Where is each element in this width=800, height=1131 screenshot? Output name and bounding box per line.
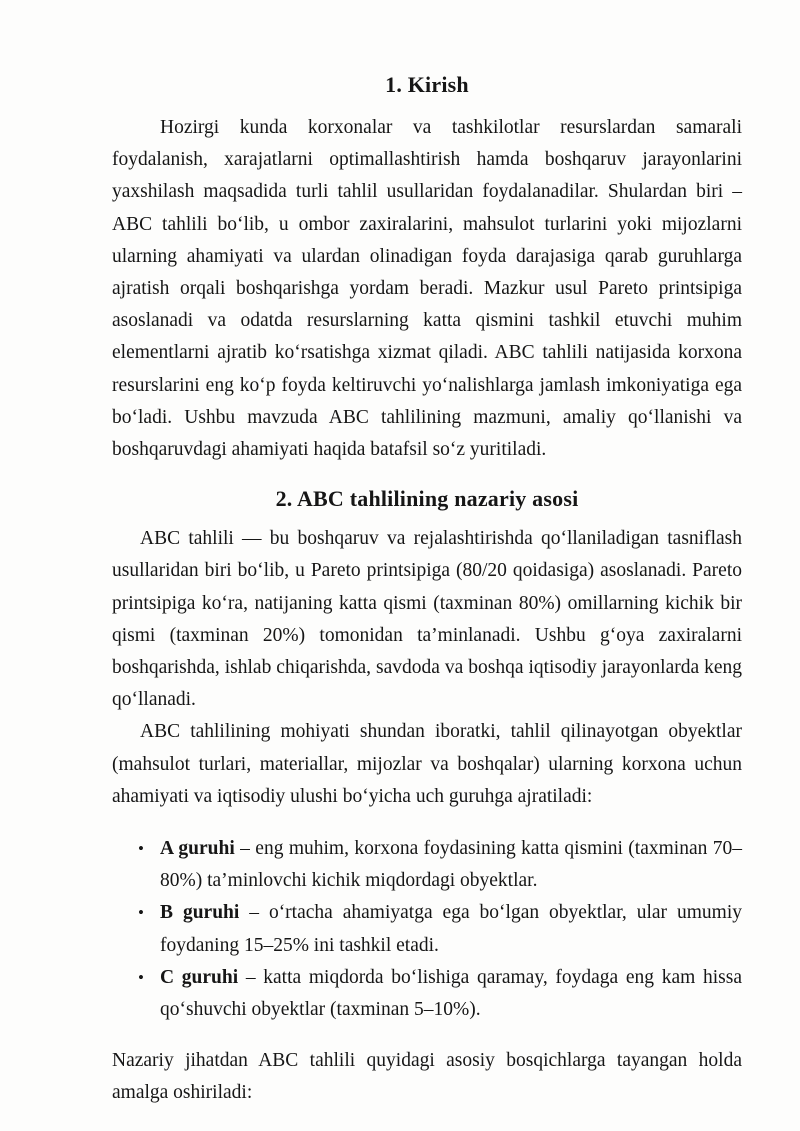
pareto-principle-paragraph: ABC tahlili — bu boshqaruv va rejalashtirishda qoʻllaniladigan tasniflash usullaridan biri boʻlib, u Pareto printsipiga (80/20 qoidasiga) asoslanadi. Pareto printsipiga koʻra, natijaning katta qismi (taxminan 80%) omillarning kichik bir qismi (taxminan 20%) tomonidan ta’minlanadi. Ushbu gʻoya zaxiralarni boshqarishda, ishlab chiqarishda, savdoda va boshqa iqtisodiy jarayonlarda keng qoʻllanadi. bbox=[112, 528, 742, 711]
text-content-area bbox=[112, 70, 742, 1110]
section-heading-kirish: 1. Kirish bbox=[385, 72, 469, 97]
abc-essence-paragraph: ABC tahlilining mohiyati shundan iboratki, tahlil qilinayotgan obyektlar (mahsulot turlari, materiallar, mijozlar va boshqalar) ularning korxona uchun ahamiyati va iqtisodiy ulushi boʻyicha uch guruhga ajratiladi: bbox=[112, 721, 742, 807]
bullet-icon: • bbox=[138, 903, 144, 923]
closing-paragraph: Nazariy jihatdan ABC tahlili quyidagi asosiy bosqichlarga tayangan holda amalga oshiriladi: bbox=[112, 1050, 742, 1104]
list-item-group-a bbox=[112, 833, 742, 897]
group-bullet-list bbox=[112, 833, 742, 1026]
bullet-icon: • bbox=[138, 839, 144, 859]
group-a-label: A guruhi bbox=[160, 838, 235, 860]
bullet-icon: • bbox=[138, 967, 144, 987]
group-c-label: C guruhi bbox=[160, 966, 239, 988]
group-b-text: – oʻrtacha ahamiyatga ega boʻlgan obyektlar, ular umumiy foydaning 15–25% ini tashkil etadi. bbox=[160, 902, 742, 956]
section-heading-nazariy-asosi: 2. ABC tahlilining nazariy asosi bbox=[275, 486, 579, 512]
group-b-label: B guruhi bbox=[160, 902, 240, 924]
list-item-group-b bbox=[112, 897, 742, 961]
list-item-group-c bbox=[112, 962, 742, 1026]
group-c-text: – katta miqdorda boʻlishiga qaramay, foydaga eng kam hissa qoʻshuvchi obyektlar (taxminan 5–10%). bbox=[160, 966, 742, 1021]
intro-paragraph: Hozirgi kunda korxonalar va tashkilotlar resurslardan samarali foydalanish, xarajatlarni optimallashtirish hamda boshqaruv jarayonlarini yaxshilash maqsadida turli tahlil usullaridan foydalanadilar. Shulardan biri – ABC tahlili boʻlib, u ombor zaxiralarini, mahsulot turlarini yoki mijozlarni ularning ahamiyati va ulardan olinadigan foyda darajasiga qarab guruhlarga ajratish orqali boshqarishga yordam beradi. Mazkur usul Pareto printsipiga asoslanadi va odatda resurslarning katta qismini tashkil etuvchi muhim elementlarni ajratib koʻrsatishga xizmat qiladi. ABC tahlili natijasida korxona resurslarini eng koʻp foyda keltiruvchi yoʻnalishlarga jamlash imkoniyatiga ega boʻladi. Ushbu mavzuda ABC tahlilining mazmuni, amaliy qoʻllanishi va boshqaruvdagi ahamiyati haqida batafsil soʻz yuritiladi. bbox=[112, 117, 742, 461]
group-a-text: – eng muhim, korxona foydasining katta qismini (taxminan 70–80%) ta’minlovchi kichik miqdordagi obyektlar. bbox=[160, 838, 742, 892]
